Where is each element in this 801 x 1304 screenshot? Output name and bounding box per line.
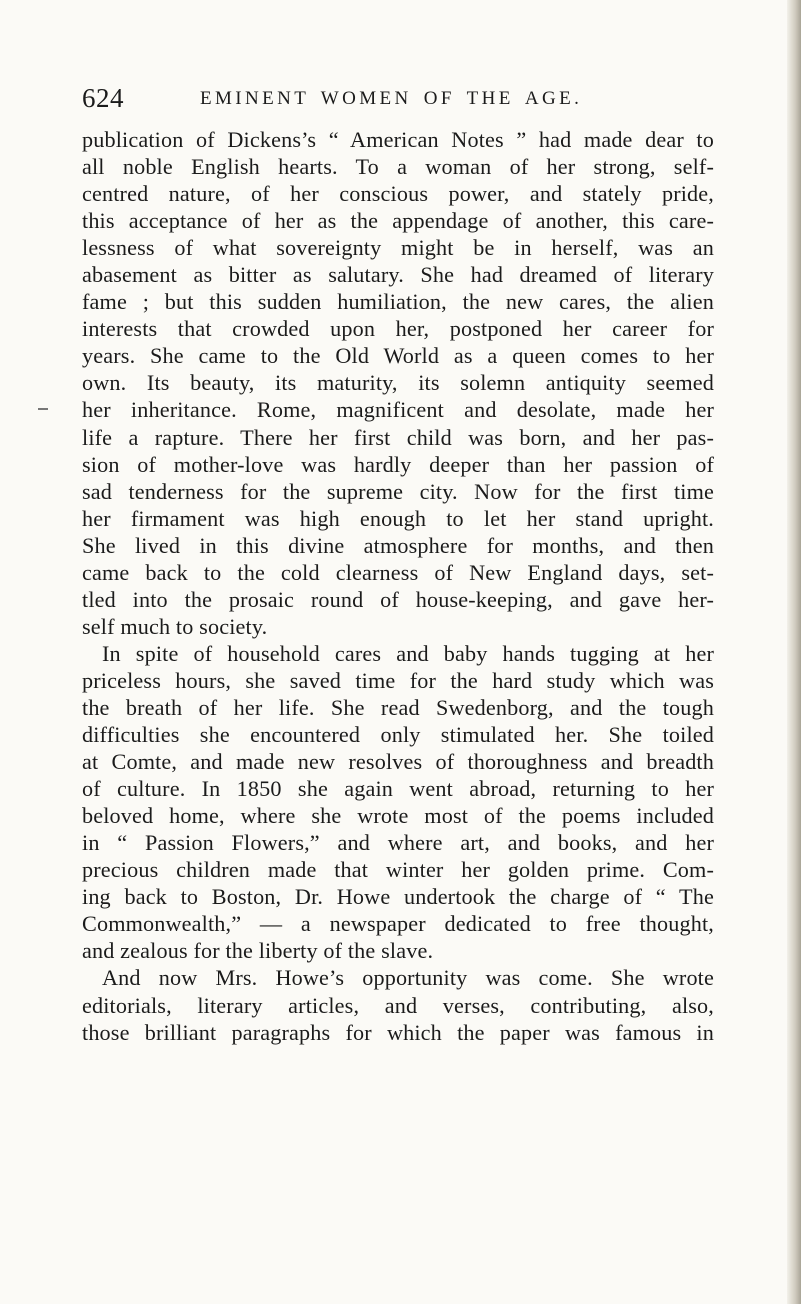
text-line: difficulties she encountered only stimulated her. She toiled xyxy=(82,722,714,748)
text-line: own. Its beauty, its maturity, its solemn antiquity seemed xyxy=(82,370,714,396)
text-line: Commonwealth,” — a newspaper dedicated to free thought, xyxy=(82,911,714,937)
text-line: the breath of her life. She read Swedenborg, and the tough xyxy=(82,694,714,720)
text-line: beloved home, where she wrote most of the poems included xyxy=(82,803,714,829)
text-line: all noble English hearts. To a woman of her strong, self- xyxy=(82,154,714,180)
text-line: And now Mrs. Howe’s opportunity was come. She wrote xyxy=(102,965,714,991)
text-line: In spite of household cares and baby hands tugging at her xyxy=(102,640,714,666)
text-line: fame ; but this sudden humiliation, the new cares, the alien xyxy=(82,289,714,315)
text-line: precious children made that winter her golden prime. Com- xyxy=(82,857,714,883)
text-line: interests that crowded upon her, postponed her career for xyxy=(82,316,714,342)
text-line: her inheritance. Rome, magnificent and desolate, made her xyxy=(82,397,714,423)
text-line: of culture. In 1850 she again went abroad, returning to her xyxy=(82,776,714,802)
text-line: editorials, literary articles, and verses, contributing, also, xyxy=(82,992,714,1018)
text-line: self much to society. xyxy=(82,613,268,639)
text-line: sad tenderness for the supreme city. Now for the first time xyxy=(82,478,714,504)
text-line: She lived in this divine atmosphere for months, and then xyxy=(82,532,714,558)
page-header xyxy=(82,80,712,116)
page-edge-shadow xyxy=(787,0,801,1304)
text-line: her firmament was high enough to let her stand upright. xyxy=(82,505,714,531)
text-line: sion of mother-love was hardly deeper than her passion of xyxy=(82,451,714,477)
page-number: 624 xyxy=(82,83,124,113)
body-text xyxy=(82,126,714,1046)
text-line: in “ Passion Flowers,” and where art, and books, and her xyxy=(82,830,714,856)
text-line: years. She came to the Old World as a queen comes to her xyxy=(82,343,714,369)
text-line: life a rapture. There her first child was born, and her pas- xyxy=(82,424,714,450)
text-line: those brilliant paragraphs for which the paper was famous in xyxy=(82,1019,714,1045)
text-line: abasement as bitter as salutary. She had dreamed of literary xyxy=(82,262,714,288)
text-line: and zealous for the liberty of the slave. xyxy=(82,938,434,964)
text-line: lessness of what sovereignty might be in herself, was an xyxy=(82,235,714,261)
text-line: priceless hours, she saved time for the hard study which was xyxy=(82,667,714,693)
running-head: EMINENT WOMEN OF THE AGE. xyxy=(200,88,583,109)
text-line: centred nature, of her conscious power, and stately pride, xyxy=(82,181,714,207)
text-line: at Comte, and made new resolves of thoroughness and breadth xyxy=(82,749,714,775)
text-line: ing back to Boston, Dr. Howe undertook the charge of “ The xyxy=(82,884,714,910)
text-line: publication of Dickens’s “ American Notes ” had made dear to xyxy=(82,127,714,152)
text-line: tled into the prosaic round of house-keeping, and gave her- xyxy=(82,586,714,612)
text-line: this acceptance of her as the appendage of another, this care- xyxy=(82,208,714,234)
margin-mark xyxy=(38,408,48,410)
text-line: came back to the cold clearness of New England days, set- xyxy=(82,559,714,585)
